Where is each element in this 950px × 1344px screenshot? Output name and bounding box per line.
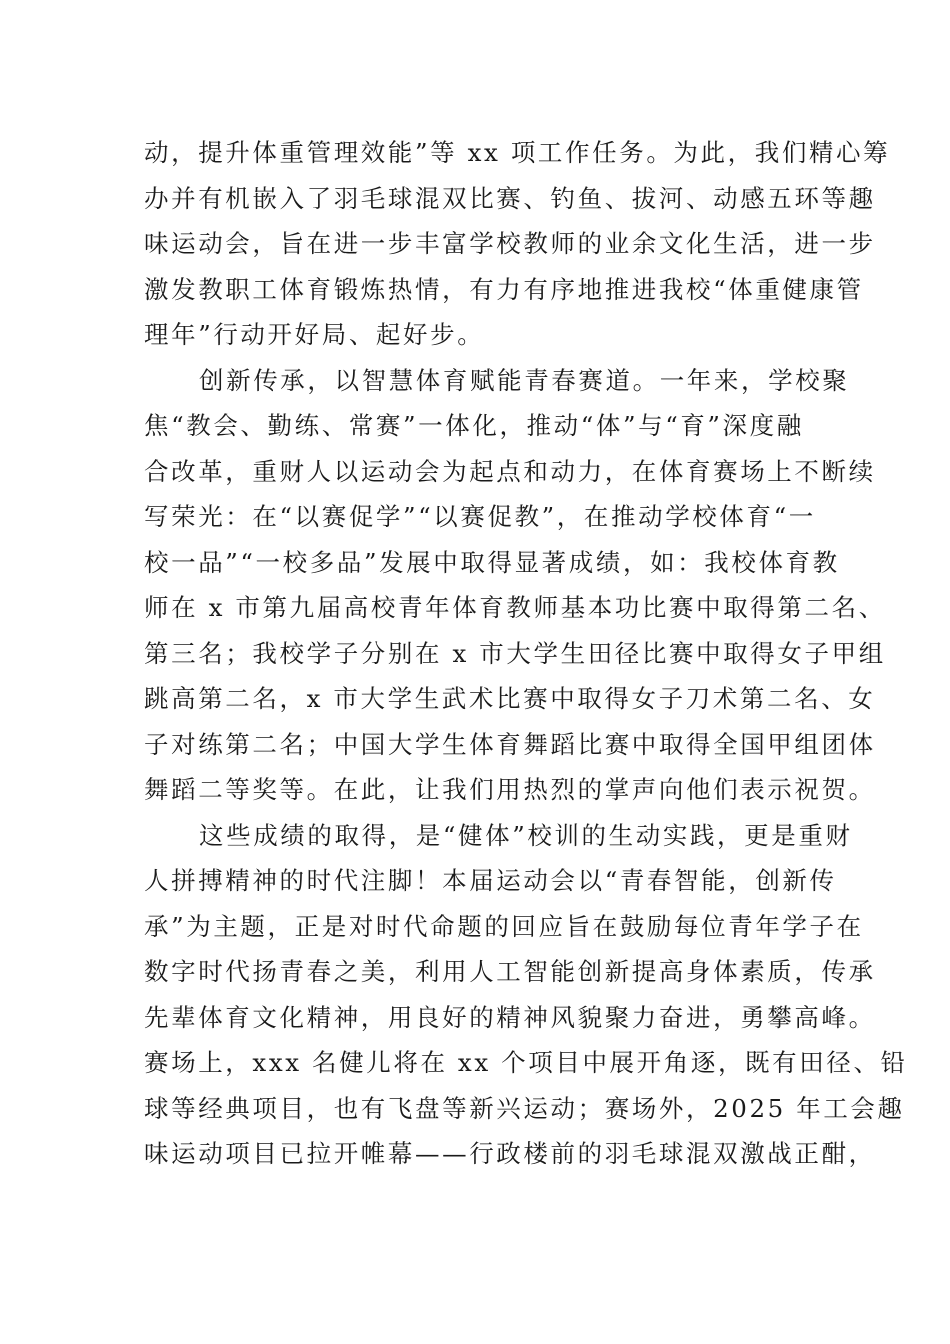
text-line: 师在 x 市第九届高校青年体育教师基本功比赛中取得第二名、 (144, 593, 886, 622)
text-line: 舞蹈二等奖等。在此，让我们用热烈的掌声向他们表示祝贺。 (144, 775, 876, 804)
text-line: 味运动会，旨在进一步丰富学校教师的业余文化生活，进一步 (144, 229, 876, 258)
text-line: 写荣光：在“以赛促学”“以赛促教”，在推动学校体育“一 (144, 502, 816, 531)
text-line: 焦“教会、勤练、常赛”一体化，推动“体”与“育”深度融 (144, 411, 804, 440)
text-line: 跳高第二名，x 市大学生武术比赛中取得女子刀术第二名、女 (144, 684, 876, 713)
text-line: 合改革，重财人以运动会为起点和动力，在体育赛场上不断续 (144, 456, 876, 486)
text-line: 激发教职工体育锻炼热情，有力有序地推进我校“体重健康管 (144, 274, 864, 304)
text-line: 子对练第二名；中国大学生体育舞蹈比赛中取得全国甲组团体 (144, 729, 876, 759)
text-line: 校一品”“一校多品”发展中取得显著成绩，如：我校体育教 (144, 547, 840, 577)
text-line: 数字时代扬青春之美，利用人工智能创新提高身体素质，传承 (144, 957, 876, 986)
paragraph-start-line: 创新传承，以智慧体育赋能青春赛道。一年来，学校聚 (199, 365, 850, 395)
text-line: 先辈体育文化精神，用良好的精神风貌聚力奋进，勇攀高峰。 (144, 1002, 876, 1032)
text-line: 味运动项目已拉开帷幕——行政楼前的羽毛球混双激战正酣， (144, 1139, 876, 1168)
text-line: 第三名；我校学子分别在 x 市大学生田径比赛中取得女子甲组 (144, 638, 886, 668)
text-line: 人拼搏精神的时代注脚！本届运动会以“青春智能，创新传 (144, 866, 837, 895)
text-line: 动，提升体重管理效能”等 xx 项工作任务。为此，我们精心筹 (144, 138, 891, 167)
paragraph-start-line: 这些成绩的取得，是“健体”校训的生动实践，更是重财 (199, 820, 853, 850)
text-line: 理年”行动开好局、起好步。 (144, 320, 485, 349)
document-body (144, 130, 908, 1177)
text-line: 赛场上，xxx 名健儿将在 xx 个项目中展开角逐，既有田径、铅 (144, 1048, 908, 1077)
text-line: 承”为主题，正是对时代命题的回应旨在鼓励每位青年学子在 (144, 911, 864, 941)
text-line: 办并有机嵌入了羽毛球混双比赛、钓鱼、拔河、动感五环等趣 (144, 183, 876, 213)
text-line: 球等经典项目，也有飞盘等新兴运动；赛场外，2025 年工会趣 (144, 1093, 905, 1123)
